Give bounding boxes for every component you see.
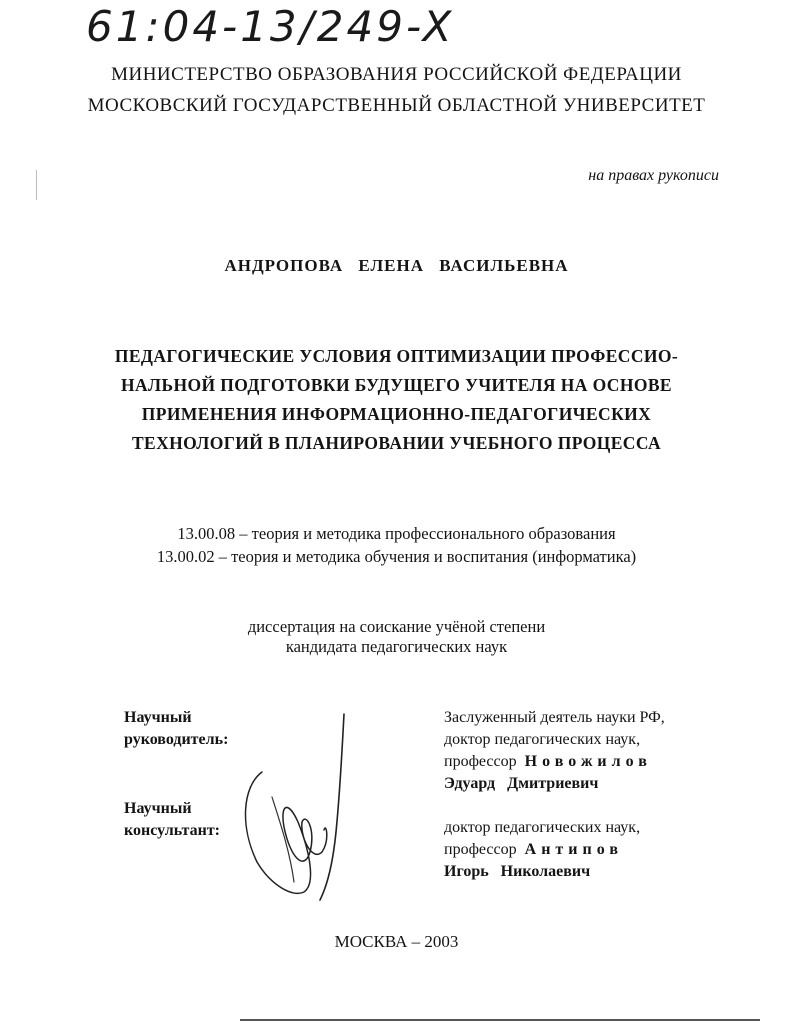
author-name: АНДРОПОВА ЕЛЕНА ВАСИЛЬЕВНА [224,256,569,275]
title-line-2: НАЛЬНОЙ ПОДГОТОВКИ БУДУЩЕГО УЧИТЕЛЯ НА ОСНОВЕ [121,375,672,395]
bottom-edge-line [240,1019,760,1021]
advisor-details [444,707,665,795]
title-line-3: ПРИМЕНЕНИЯ ИНФОРМАЦИОННО-ПЕДАГОГИЧЕСКИХ [141,404,652,424]
advisor-name-line [444,751,665,773]
advisor-given-names: Эдуард Дмитриевич [444,775,599,792]
catalog-number: 61:04-13/249-X [86,2,455,51]
title-line-1: ПЕДАГОГИЧЕСКИЕ УСЛОВИЯ ОПТИМИЗАЦИИ ПРОФЕССИО- [114,346,679,366]
advisor-title-1: Заслуженный деятель науки РФ, [444,709,665,726]
consultant-surname: Антипов [524,841,623,858]
advisor-surname: Новожилов [524,753,652,770]
manuscript-note: на правах рукописи [588,167,719,184]
consultant-name-line [444,839,640,861]
advisor-title-2: доктор педагогических наук, [444,731,641,748]
consultant-details [444,817,640,883]
consultant-role-line-2: консультант: [124,822,221,839]
signature-image [232,712,382,912]
degree-line-1: диссертация на соискание учёной степени [247,617,546,636]
advisor-role [124,707,228,751]
scan-mark [36,170,37,200]
university-name: МОСКОВСКИЙ ГОСУДАРСТВЕННЫЙ ОБЛАСТНОЙ УНИВЕРСИТЕТ [87,95,706,116]
specialty-2: 13.00.02 – теория и методика обучения и воспитания (информатика) [156,547,637,566]
specialty-1: 13.00.08 – теория и методика профессионального образования [177,524,616,543]
consultant-role [124,798,220,842]
consultant-given-names: Игорь Николаевич [444,863,591,880]
advisor-role-line-2: руководитель: [124,731,229,748]
ministry-name: МИНИСТЕРСТВО ОБРАЗОВАНИЯ РОССИЙСКОЙ ФЕДЕРАЦИИ [111,64,682,85]
consultant-title-1: доктор педагогических наук, [444,819,641,836]
consultant-role-line-1: Научный [124,800,192,817]
title-line-4: ТЕХНОЛОГИЙ В ПЛАНИРОВАНИИ УЧЕБНОГО ПРОЦЕССА [131,433,662,453]
consultant-rank: профессор [444,841,517,858]
city-year: МОСКВА – 2003 [334,932,459,951]
degree-line-2: кандидата педагогических наук [285,637,508,656]
advisor-role-line-1: Научный [124,709,192,726]
advisor-rank: профессор [444,753,517,770]
